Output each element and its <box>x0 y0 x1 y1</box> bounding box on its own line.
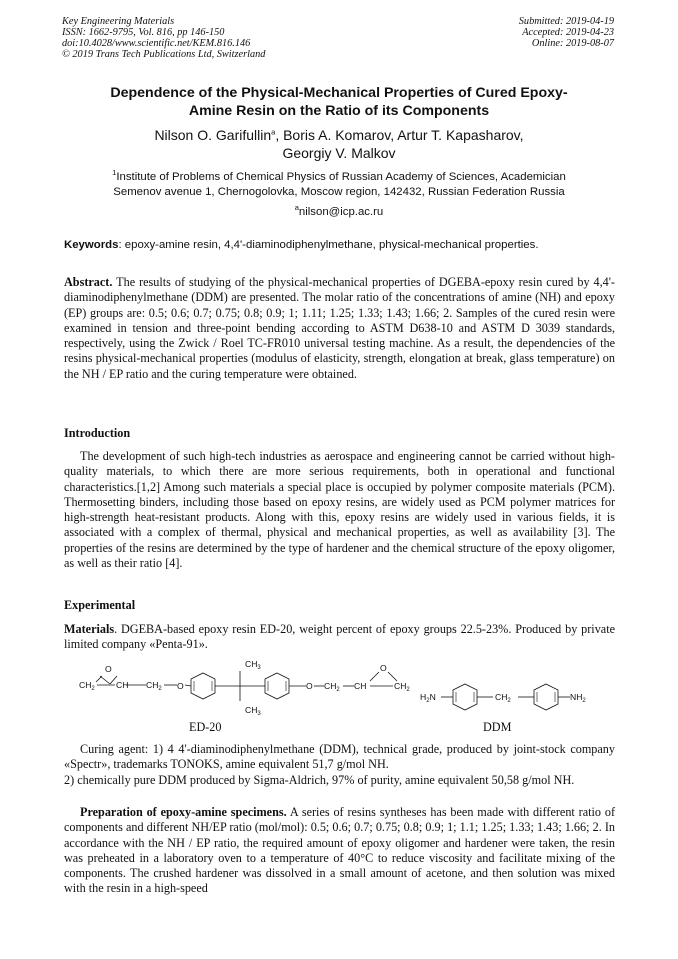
author-name: Nilson O. Garifullin <box>154 127 272 143</box>
atom-o: O <box>380 663 387 673</box>
preparation-paragraph <box>64 805 615 897</box>
title-line-2: Amine Resin on the Ratio of its Components <box>188 103 490 119</box>
authors-line-1 <box>70 126 608 144</box>
atom-ch3: $CH_3$ <box>245 659 261 671</box>
authors-line-2: Georgiy V. Malkov <box>282 145 396 161</box>
keywords <box>64 239 616 251</box>
atom-ch2: $CH_2$ <box>79 680 95 692</box>
affiliation-text-1: Institute of Problems of Chemical Physics of Russian Academy of Sciences, Academician <box>116 171 566 183</box>
email-text: nilson@icp.ac.ru <box>298 206 384 218</box>
atom-o: O <box>177 681 184 691</box>
bond <box>185 685 191 686</box>
abstract-text: The results of studying of the physical-mechanical properties of DGEBA-epoxy resin cured by 4,4'-diaminodiphenylmethane (DDM) are presented. The molar ratio of the concentrations of amine (NH) and epoxy (EP) groups are: 0.5; 0.6; 0.7; 0.75; 0.8; 0.9; 1; 1.11; 1.25; 1.33; 1.43; 1.66; 2. Samples of the cured resin were examined in tension and three-point bending according to ASTM D638-10 and ASTM D 3039 standards, respectively, using the Zwick / Roel TC-FR010 universal testing machine. As a result, the dependencies of the resins physical-mechanical properties (modulus of elasticity, strength, elongation at break, glass temperature) on the NH / EP ratio and the curing temperature were obtained. <box>64 275 615 381</box>
keywords-text: : epoxy-amine resin, 4,4'-diaminodiphenylmethane, physical-mechanical properties. <box>118 239 539 251</box>
introduction-heading: Introduction <box>64 426 131 440</box>
atom-ch2: $CH_2$ <box>394 681 410 693</box>
introduction-text: The development of such high-tech industries as aerospace and engineering cannot be carried without high-quality materials, to which there are more serious requirements, both in operational and functional characteristics.[1,2] Among such materials a special place is occupied by polymer composite materials (PCM). Thermosetting binders, including those based on epoxy resins, are widely used as PCM polymer matrices for high-strength heat-resistant products. Along with this, epoxy resins are widely used in various fields, it is associated with a complex of thermal, physical and mechanical properties, as well as availability [3]. The properties of the resins are determined by the type of hardener and the chemical structure of the epoxy oligomer, as well as their ratio [4]. <box>64 449 615 571</box>
atom-ch: CH <box>354 681 367 691</box>
benzene-ring <box>534 684 558 710</box>
bond <box>370 672 379 681</box>
journal-copyright: © 2019 Trans Tech Publications Ltd, Switzerland <box>62 49 266 60</box>
atom-ch2: $CH_2$ <box>324 681 340 693</box>
experimental-heading: Experimental <box>64 598 136 612</box>
atom-h2n: $H_2N$ <box>420 692 436 704</box>
atom-o: O <box>105 664 112 674</box>
atom-ch3: $CH_3$ <box>245 705 261 717</box>
accepted-date: Accepted: 2019-04-23 <box>522 27 614 38</box>
atom-ch2: $CH_2$ <box>495 692 511 704</box>
atom-nh2: $NH_2$ <box>570 692 586 704</box>
chemical-structures-figure <box>60 655 620 735</box>
author-names: , Boris A. Komarov, Artur T. Kapasharov, <box>275 127 524 143</box>
submitted-date: Submitted: 2019-04-19 <box>518 16 614 27</box>
abstract <box>64 275 615 382</box>
affiliation-line-1 <box>80 170 598 185</box>
affiliation <box>80 170 598 199</box>
ddm-label: DDM <box>483 720 512 734</box>
materials-paragraph <box>64 622 615 653</box>
bond <box>388 672 397 681</box>
curing-agent-text-2: 2) chemically pure DDM produced by Sigma-Aldrich, 97% of purity, amine equivalent 50,58 g/mol NH. <box>64 773 575 787</box>
bond <box>96 676 102 682</box>
affiliation-line-2: Semenov avenue 1, Chernogolovka, Moscow region, 142432, Russian Federation Russia <box>113 185 565 198</box>
keywords-label: Keywords <box>64 239 119 251</box>
journal-issn: ISSN: 1662-9795, Vol. 816, pp 146-150 <box>62 27 225 38</box>
email-sup: a <box>294 203 299 213</box>
submission-dates <box>519 16 614 49</box>
ed20-label: ED-20 <box>189 720 222 734</box>
bond <box>100 676 110 684</box>
atom-ch: CH <box>116 680 129 690</box>
atom-o: O <box>306 681 313 691</box>
author-sup: a <box>271 127 276 137</box>
curing-agent-text: Curing agent: 1) 4 4'-diaminodiphenylmethane (DDM), technical grade, produced by joint-stock company «Spectr», trademarks TONOKS, amine equivalent 51,7 g/mol NH. <box>64 742 615 772</box>
abstract-label: Abstract. <box>64 275 113 289</box>
title-line-1: Dependence of the Physical-Mechanical Properties of Cured Epoxy- <box>110 85 568 101</box>
affiliation-sup: 1 <box>112 168 117 178</box>
preparation-text: A series of resins syntheses has been made with different ratio of components and different NH/EP ratio (mol/mol): 0.5; 0.6; 0.7; 0.75; 0.8; 0.9; 1; 1.1; 1.25; 1.33; 1.43; 1.66; 2. In accordance with the NH / EP ratio, the required amount of epoxy oligomer and hardener were taken, the resin was preheated in a laboratory oven to a temperature of 40°C to reduce viscosity and facilitate mixing of the components. The crushed hardener was dissolved in a small amount of acetone, and then solution was mixed with the resin in a high-speed <box>64 805 615 896</box>
preparation-label: Preparation of epoxy-amine specimens. <box>80 805 287 819</box>
journal-name: Key Engineering Materials <box>62 16 175 27</box>
benzene-ring <box>453 684 477 710</box>
atom-ch2: $CH_2$ <box>146 680 162 692</box>
paper-title <box>70 84 608 120</box>
journal-doi: doi:10.4028/www.scientific.net/KEM.816.146 <box>62 38 251 49</box>
online-date: Online: 2019-08-07 <box>531 38 614 49</box>
benzene-ring <box>191 673 215 699</box>
materials-label: Materials <box>64 622 115 636</box>
authors <box>70 126 608 162</box>
journal-info <box>62 16 265 60</box>
benzene-ring <box>265 673 289 699</box>
email <box>80 203 598 218</box>
materials-text: . DGEBA-based epoxy resin ED-20, weight percent of epoxy groups 22.5-23%. Produced by private limited company «Penta-91». <box>64 622 615 652</box>
